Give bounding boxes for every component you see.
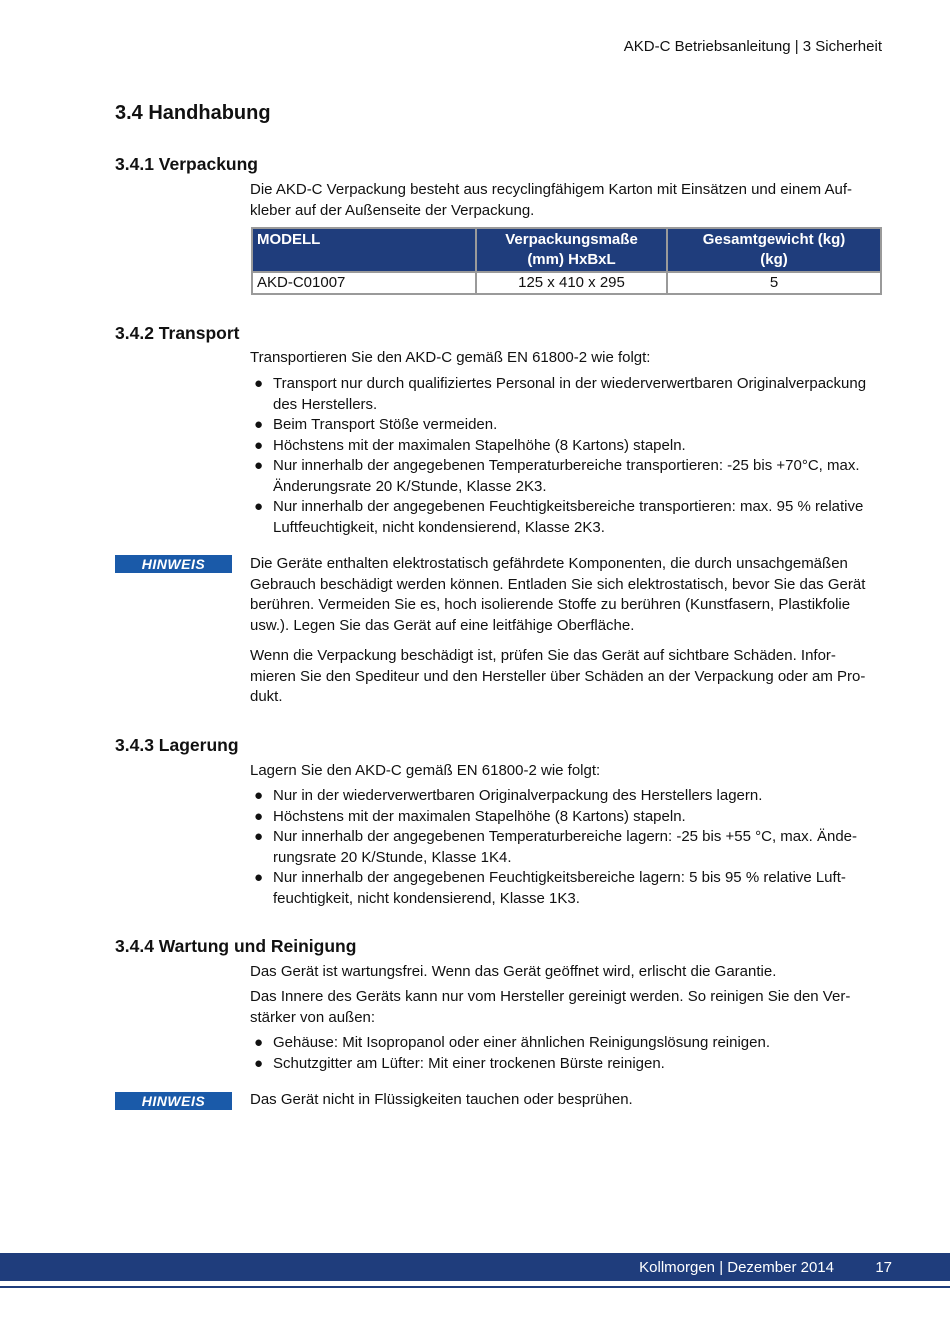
bullet-icon: ● bbox=[254, 416, 264, 433]
hinweis-badge: HINWEIS bbox=[115, 555, 232, 573]
bullet-icon: ● bbox=[254, 787, 264, 804]
bullet-icon: ● bbox=[254, 828, 264, 845]
verpackung-intro: Die AKD-C Verpackung besteht aus recyclingfähigem Karton mit Einsätzen und einem Auf- kleber auf der Außenseite der Verpackung. bbox=[250, 181, 852, 219]
damage-paragraph: Wenn die Verpackung beschädigt ist, prüfen Sie das Gerät auf sichtbare Schäden. Infor- mieren Sie den Spediteur und den Hersteller über Schäden an der Verpackung oder am Pro- dukt. bbox=[250, 647, 866, 705]
transport-bullet-list bbox=[250, 374, 890, 538]
footer-divider bbox=[0, 1286, 950, 1288]
table-header-row bbox=[252, 228, 881, 272]
table-header-verpackungsmasse: Verpackungsmaße (mm) HxBxL bbox=[476, 228, 667, 272]
wartung-line1: Das Gerät ist wartungsfrei. Wenn das Gerät geöffnet wird, erlischt die Garantie. bbox=[250, 963, 777, 980]
bullet-icon: ● bbox=[254, 869, 264, 886]
transport-intro: Transportieren Sie den AKD-C gemäß EN 61800-2 wie folgt: bbox=[250, 349, 651, 366]
list-item: ● Höchstens mit der maximalen Stapelhöhe (8 Kartons) stapeln. bbox=[250, 807, 890, 828]
wartung-paragraph: Das Innere des Geräts kann nur vom Hersteller gereinigt werden. So reinigen Sie den Ver- stärker von außen: bbox=[250, 988, 851, 1026]
page-number: 17 bbox=[875, 1259, 892, 1276]
subsection-title-verpackung: 3.4.1 Verpackung bbox=[115, 154, 258, 174]
hinweis-text-esd: Die Geräte enthalten elektrostatisch gefährdete Komponenten, die durch unsachgemäßen Gebrauch beschädigt werden können. Entladen Sie sich elektrostatisch, bevor Sie das Gerät berühren. Vermeiden Sie es, hoch isolierende Stoffe zu berühren (Kunstfasern, Plastikfolie usw.). Legen Sie das Gerät auf eine leitfähige Oberfläche. bbox=[250, 555, 866, 634]
hinweis-text-liquids: Das Gerät nicht in Flüssigkeiten tauchen oder besprühen. bbox=[250, 1091, 633, 1108]
subsection-title-transport: 3.4.2 Transport bbox=[115, 323, 240, 343]
subsection-title-lagerung: 3.4.3 Lagerung bbox=[115, 735, 239, 755]
list-item: ● Nur innerhalb der angegebenen Temperaturbereiche transportieren: -25 bis +70°C, max. Änderungsrate 20 K/Stunde, Klasse 2K3. bbox=[254, 457, 860, 495]
bullet-icon: ● bbox=[254, 436, 264, 454]
bullet-icon: ● bbox=[254, 1054, 264, 1072]
section-title: 3.4 Handhabung bbox=[115, 102, 271, 124]
list-item: ● Transport nur durch qualifiziertes Personal in der wiederverwertbaren Originalverpackung des Herstellers. bbox=[254, 375, 867, 413]
table-row bbox=[252, 272, 881, 294]
lagerung-bullet-list bbox=[250, 786, 890, 909]
table-cell-model: AKD-C01007 bbox=[252, 272, 476, 294]
list-item: ● Nur innerhalb der angegebenen Feuchtigkeitsbereiche lagern: 5 bis 95 % relative Luft- feuchtigkeit, nicht kondensierend, Klasse 1K3. bbox=[254, 869, 846, 907]
footer-text: Kollmorgen | Dezember 2014 bbox=[639, 1259, 834, 1276]
packaging-table bbox=[251, 227, 882, 295]
bullet-icon: ● bbox=[254, 1034, 264, 1051]
bullet-icon: ● bbox=[254, 375, 264, 392]
bullet-icon: ● bbox=[254, 807, 264, 825]
list-item: ● Nur innerhalb der angegebenen Temperaturbereiche lagern: -25 bis +55 °C, max. Ände- rungsrate 20 K/Stunde, Klasse 1K4. bbox=[254, 828, 857, 866]
bullet-icon: ● bbox=[254, 457, 264, 474]
wartung-bullet-list bbox=[250, 1033, 890, 1074]
bullet-icon: ● bbox=[254, 498, 264, 515]
table-cell-weight: 5 bbox=[667, 272, 881, 294]
list-item: ● Nur in der wiederverwertbaren Originalverpackung des Herstellers lagern. bbox=[250, 786, 890, 807]
list-item: ● Beim Transport Stöße vermeiden. bbox=[250, 415, 890, 436]
header-title: AKD-C Betriebsanleitung | 3 Sicherheit bbox=[623, 38, 882, 55]
list-item: ● Schutzgitter am Lüfter: Mit einer trockenen Bürste reinigen. bbox=[250, 1054, 890, 1075]
subsection-title-wartung: 3.4.4 Wartung und Reinigung bbox=[115, 936, 357, 956]
table-header-modell: MODELL bbox=[252, 228, 476, 272]
table-header-gesamtgewicht: Gesamtgewicht (kg) (kg) bbox=[667, 228, 881, 272]
list-item: ● Höchstens mit der maximalen Stapelhöhe (8 Kartons) stapeln. bbox=[250, 436, 890, 457]
list-item: ● Gehäuse: Mit Isopropanol oder einer ähnlichen Reinigungslösung reinigen. bbox=[250, 1033, 890, 1054]
hinweis-badge: HINWEIS bbox=[115, 1092, 232, 1110]
table-cell-dimensions: 125 x 410 x 295 bbox=[476, 272, 667, 294]
lagerung-intro: Lagern Sie den AKD-C gemäß EN 61800-2 wie folgt: bbox=[250, 762, 601, 779]
list-item: ● Nur innerhalb der angegebenen Feuchtigkeitsbereiche transportieren: max. 95 % relative Luftfeuchtigkeit, nicht kondensierend, Klasse 2K3. bbox=[254, 498, 864, 536]
